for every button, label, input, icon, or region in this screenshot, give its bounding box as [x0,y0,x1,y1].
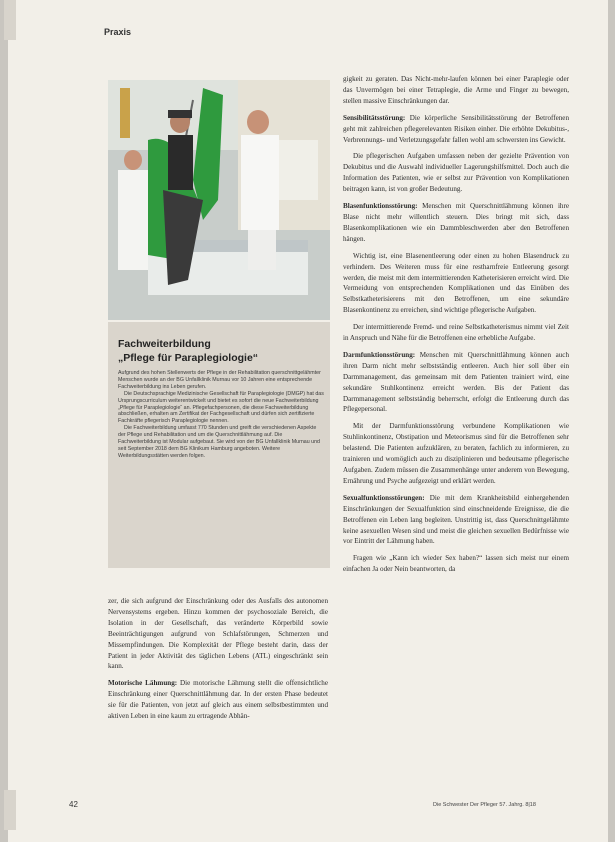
paragraph [343,322,569,344]
info-box-text [118,370,324,460]
run-in-heading: Sexualfunktionsstörungen: [343,493,425,502]
page-number: 42 [69,800,78,809]
paragraph [343,421,569,486]
info-box-title: „Pflege für Paraplegiologie“ [118,352,259,364]
section-header: Praxis [104,27,132,37]
photo-illustration [108,80,330,320]
paragraph-text: Fragen wie „Kann ich wieder Sex haben?“ lassen sich meist nur einem einfachen Ja oder Nein beantworten, da [343,554,569,574]
info-box-paragraph: Die Deutschsprachige Medizinische Gesellschaft für Paraplegiologie (DMGP) hat das Ursprungscurriculum weiterentwickelt und bietet es sofort die neue Fachweiterbildung „Pflege für Paraplegiologie“ an. Pflegefachpersonen, die diese Fachweiterbildung abschließen, erhalten am Zertifikat der Fachgesellschaft und dürfen sich zertifizierte Fachkräfte pflegerisch Paraplegiologie nennen. [118,390,324,425]
paragraph [108,596,328,672]
paragraph [343,350,569,415]
left-text-column [108,596,328,728]
run-in-heading: Motorische Lähmung: [108,679,178,688]
paragraph [343,74,569,107]
paragraph-text: gigkeit zu geraten. Das Nicht-mehr-laufen können bei einer Paraplegie oder das Unvermögen bei einer Tetraplegie, die Arme und Finger zu bewegen, stellen massive Einschränkungen dar. [343,75,569,105]
paragraph [343,251,569,316]
run-in-heading: Blasenfunktionsstörung: [343,202,418,211]
paragraph [343,553,569,575]
paragraph-text: Menschen mit Querschnittlähmung können ihre Blase nicht mehr willentlich steuern. Dies bringt mit sich, dass Blasenkomplikationen wie ein Dammbleschwerden aber den Betroffenen hängen. [343,202,569,243]
info-box-paragraph: Die Fachweiterbildung umfasst 770 Stunden und greift die verschiedenen Aspekte der Pflege und Rehabilitation und um die Querschnittlähmung auf. Die Fachweiterbildung ist Modular aufgebaut. Sie wird von der BG Unfallklinik Murnau und seit September 2018 dem BG Klinikum Hamburg angeboten. Weitere Weiterbildungsstätten werden folgen. [118,425,320,459]
page-edge-tab-bottom [4,790,16,830]
info-box-paragraph: Aufgrund des hohen Stellenwerts der Pflege in der Rehabilitation querschnittgelähmter Menschen wurde an der BG Unfallklinik Murnau vor 10 Jahren eine entsprechende Fachweiterbildung ins Leben gerufen. [118,370,321,390]
run-in-heading: Darmfunktionsstörung: [343,350,416,359]
paragraph-text: Die körperliche Sensibilitätsstörung der Betroffenen geht mit zahlreichen pflegerelevanten Risiken einher. Die erhöhte Dekubitus-, Verbrennungs- und Verletzungsgefahr fallen wohl am schwersten ins Gewicht. [343,113,569,144]
article-photo [108,80,330,320]
page-edge-tab [4,0,16,40]
paragraph [343,493,569,548]
paragraph [108,678,328,722]
paragraph [343,201,569,245]
paragraph-text: Der intermittierende Fremd- und reine Selbstkatheterismus nimmt viel Zeit in Anspruch und Nähe für die Betroffenen eine erhebliche Aufgabe. [343,323,569,343]
paragraph [343,113,569,146]
paragraph-text: Die pflegerischen Aufgaben umfassen neben der gezielte Prävention von Dekubitus und die Auswahl individueller Lagerungshilfsmittel. Doch auch die Information des Patienten, wie er selbst zur Prävention von Komplikationen beitragen kann, ist von großer Bedeutung. [343,152,569,194]
paragraph [343,151,569,195]
paragraph-text: Menschen mit Querschnittlähmung können auch ihren Darm nicht mehr selbstständig entleeren. Auch hier soll über ein Darmmanagement, das gemeinsam mit dem Patienten trainiert wird, eine sekundäre Stuhlkontinenz erreicht werden. Bis der Patient das Darmmanagement selbstständig beherrscht, erfolgt die Entleerung durch das Pflegepersonal. [343,350,569,414]
right-text-column [343,74,569,581]
paragraph-text: Die mit dem Krankheitsbild einhergehenden Einschränkungen der Sexualfunktion sind einschneidende Ereignisse, die die Betroffenen ein Leben lang begleiten. Unstrittig ist, dass Querschnittgelähmte keine asexuellen Wesen sind und meist die gleichen sexuellen Bedürfnisse wie vor Eintritt der Lähmung haben. [343,493,569,546]
paragraph-text: zer, die sich aufgrund der Einschränkung oder des Ausfalls des autonomen Nervensystems ergeben. Hinzu kommen der psychosoziale Bereich, die Isolation in der Gesellschaft, das veränderte Körperbild sowie Beeinträchtigungen aufgrund von Schlafstörungen, Schmerzen und Missempfindungen. Die Komplexität der Pflege besteht darin, dass der Patient in jeder Aktivität des täglichen Lebens (ATL) eingeschränkt sein kann. [108,597,328,671]
info-box-kicker: Fachweiterbildung [118,338,211,350]
journal-footer: Die Schwester Der Pfleger 57. Jahrg. 8|18 [433,802,536,808]
paragraph-text: Mit der Darmfunktionsstörung verbundene Komplikationen wie Stuhlinkontinenz, Obstipation und Meteorismus sind für die Betroffenen sehr belastend. Die Patienten aufzuklären, zu beraten, fachlich zu informieren, zu trainieren und womöglich auch zu disziplinieren und bedeutsame pflegerische Aufgaben. Zudem müssen die Zusammenhänge unter anderem von Bewegung, Ernährung und Psyche aufgezeigt und erklärt werden. [343,422,569,485]
paragraph-text: Die motorische Lähmung stellt die offensichtliche Einschränkung einer Querschnittlähmung dar. In der ersten Phase bedeutet sie für die Patienten, von jetzt auf gleich aus einem selbstbestimmten und aktiven Leben in eine kaum zu ertragende Abhän- [108,679,328,721]
paragraph-text: Wichtig ist, eine Blasenentleerung oder einen zu hohen Blasendruck zu verhindern. Des Weiteren muss für eine restharnfreie Entleerung gesorgt werden, die meist mit dem intermittierenden Katheterisieren erreicht wird. Die Vermeidung von entsprechenden Komplikationen und das Einüben des Selbstkatheterisierens mit den Betroffenen, um eine sekundäre Blasenkontinenz zu erreichen, sind wichtige pflegerische Aufgaben. [343,251,569,315]
run-in-heading: Sensibilitätsstörung: [343,113,406,122]
